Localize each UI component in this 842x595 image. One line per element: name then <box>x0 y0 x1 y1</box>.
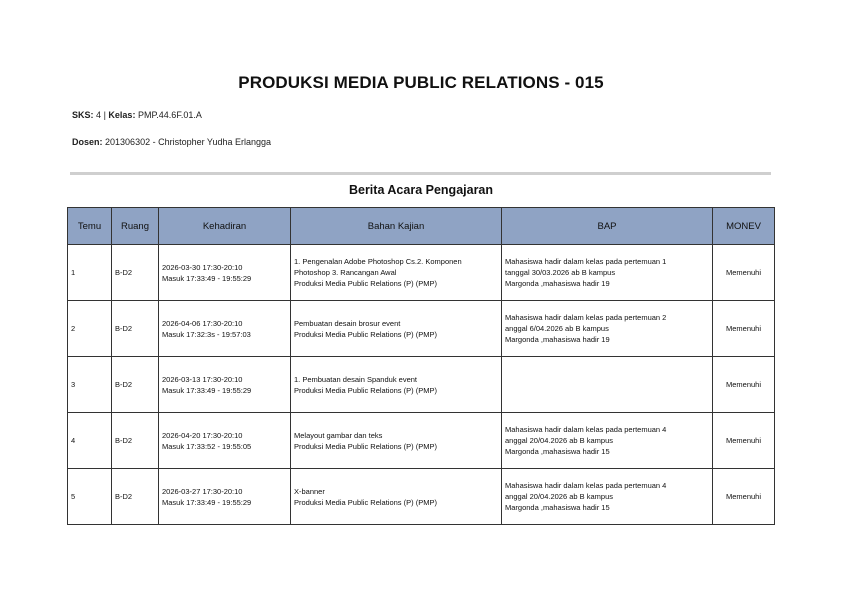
table-header-row <box>68 208 775 245</box>
table-row <box>68 469 775 525</box>
cell-ruang: B-D2 <box>112 301 159 357</box>
bap-line: tanggal 30/03.2026 ab B kampus <box>505 268 616 277</box>
cell-temu: 5 <box>68 469 112 525</box>
cell-bahan-kajian <box>291 245 502 301</box>
cell-kehadiran <box>159 469 291 525</box>
bahan-line: Produksi Media Public Relations (P) (PMP) <box>294 441 437 451</box>
col-header-bahan-kajian: Bahan Kajian <box>291 208 502 245</box>
bap-line: Margonda ,mahasiswa hadir 15 <box>505 503 610 512</box>
dosen-label: Dosen: <box>72 137 103 147</box>
dosen-value: 201306302 - Christopher Yudha Erlangga <box>105 137 271 147</box>
cell-temu: 3 <box>68 357 112 413</box>
cell-bahan-kajian <box>291 413 502 469</box>
kehadiran-line: 2026-03-27 17:30-20:10 <box>162 486 243 496</box>
cell-ruang: B-D2 <box>112 469 159 525</box>
sks-label: SKS: <box>72 110 94 120</box>
cell-ruang: B-D2 <box>112 357 159 413</box>
col-header-bap: BAP <box>502 208 713 245</box>
col-header-monev: MONEV <box>713 208 775 245</box>
bahan-line: Melayout gambar dan teks <box>294 430 383 440</box>
cell-kehadiran <box>159 357 291 413</box>
kehadiran-line: 2026-04-06 17:30-20:10 <box>162 318 243 328</box>
page-title: PRODUKSI MEDIA PUBLIC RELATIONS - 015 <box>238 73 604 92</box>
bahan-line: Pembuatan desain brosur event <box>294 318 401 328</box>
cell-bap <box>502 469 713 525</box>
bahan-line: 1. Pembuatan desain Spanduk event <box>294 374 418 384</box>
kelas-label: Kelas: <box>108 110 136 120</box>
cell-monev: Memenuhi <box>713 301 775 357</box>
kelas-value: PMP.44.6F.01.A <box>137 110 202 120</box>
cell-bahan-kajian <box>291 301 502 357</box>
kehadiran-line: Masuk 17:33:49 - 19:55:29 <box>162 273 252 283</box>
cell-bahan-kajian <box>291 357 502 413</box>
bahan-line: Produksi Media Public Relations (P) (PMP) <box>294 497 437 507</box>
bap-line: anggal 20/04.2026 ab B kampus <box>505 436 613 445</box>
bahan-line: Produksi Media Public Relations (P) (PMP) <box>294 329 437 339</box>
bahan-line: Photoshop 3. Rancangan Awal <box>294 268 397 277</box>
table-row <box>68 357 775 413</box>
kehadiran-line: 2026-03-30 17:30-20:10 <box>162 262 243 272</box>
kehadiran-line: Masuk 17:33:49 - 19:55:29 <box>162 497 252 507</box>
col-header-kehadiran: Kehadiran <box>159 208 291 245</box>
bap-line: Margonda ,mahasiswa hadir 19 <box>505 335 610 344</box>
cell-monev: Memenuhi <box>713 357 775 413</box>
kehadiran-line: 2026-03-13 17:30-20:10 <box>162 374 243 384</box>
divider <box>70 172 771 175</box>
cell-bap <box>502 301 713 357</box>
sks-value: 4 <box>96 110 102 120</box>
cell-kehadiran <box>159 301 291 357</box>
bap-line: Mahasiswa hadir dalam kelas pada pertemuan 2 <box>505 313 667 322</box>
bap-line: anggal 6/04.2026 ab B kampus <box>505 324 609 333</box>
cell-temu: 2 <box>68 301 112 357</box>
cell-ruang: B-D2 <box>112 245 159 301</box>
bap-table <box>67 207 775 525</box>
table-row <box>68 413 775 469</box>
bahan-line: X-banner <box>294 486 325 496</box>
kehadiran-line: Masuk 17:33:49 - 19:55:29 <box>162 385 252 395</box>
bahan-line: Produksi Media Public Relations (P) (PMP) <box>294 385 437 395</box>
kehadiran-line: Masuk 17:33:52 - 19:55:05 <box>162 441 252 451</box>
cell-bap <box>502 245 713 301</box>
table-row <box>68 301 775 357</box>
cell-monev: Memenuhi <box>713 245 775 301</box>
bap-line: Margonda ,mahasiswa hadir 19 <box>505 279 610 288</box>
section-title: Berita Acara Pengajaran <box>348 183 494 197</box>
cell-temu: 4 <box>68 413 112 469</box>
course-meta <box>72 110 202 120</box>
cell-kehadiran <box>159 413 291 469</box>
kehadiran-line: 2026-04-20 17:30-20:10 <box>162 430 243 440</box>
kehadiran-line: Masuk 17:32:3s - 19:57:03 <box>162 329 251 339</box>
cell-bap <box>502 357 713 413</box>
bap-line: anggal 20/04.2026 ab B kampus <box>505 492 613 501</box>
bap-line: Mahasiswa hadir dalam kelas pada pertemuan 4 <box>505 481 667 490</box>
bahan-line: 1. Pengenalan Adobe Photoshop Cs.2. Komponen <box>294 257 462 266</box>
cell-monev: Memenuhi <box>713 413 775 469</box>
table-row <box>68 245 775 301</box>
cell-bap <box>502 413 713 469</box>
bap-line: Margonda ,mahasiswa hadir 15 <box>505 447 610 456</box>
cell-temu: 1 <box>68 245 112 301</box>
bap-line: Mahasiswa hadir dalam kelas pada pertemuan 4 <box>505 425 667 434</box>
col-header-ruang: Ruang <box>112 208 159 245</box>
meta-separator: | <box>103 110 106 120</box>
bahan-line: Produksi Media Public Relations (P) (PMP) <box>294 279 437 288</box>
bap-line: Mahasiswa hadir dalam kelas pada pertemuan 1 <box>505 257 667 266</box>
cell-bahan-kajian <box>291 469 502 525</box>
cell-ruang: B-D2 <box>112 413 159 469</box>
cell-kehadiran <box>159 245 291 301</box>
col-header-temu: Temu <box>68 208 112 245</box>
cell-monev: Memenuhi <box>713 469 775 525</box>
lecturer-meta <box>72 137 271 147</box>
